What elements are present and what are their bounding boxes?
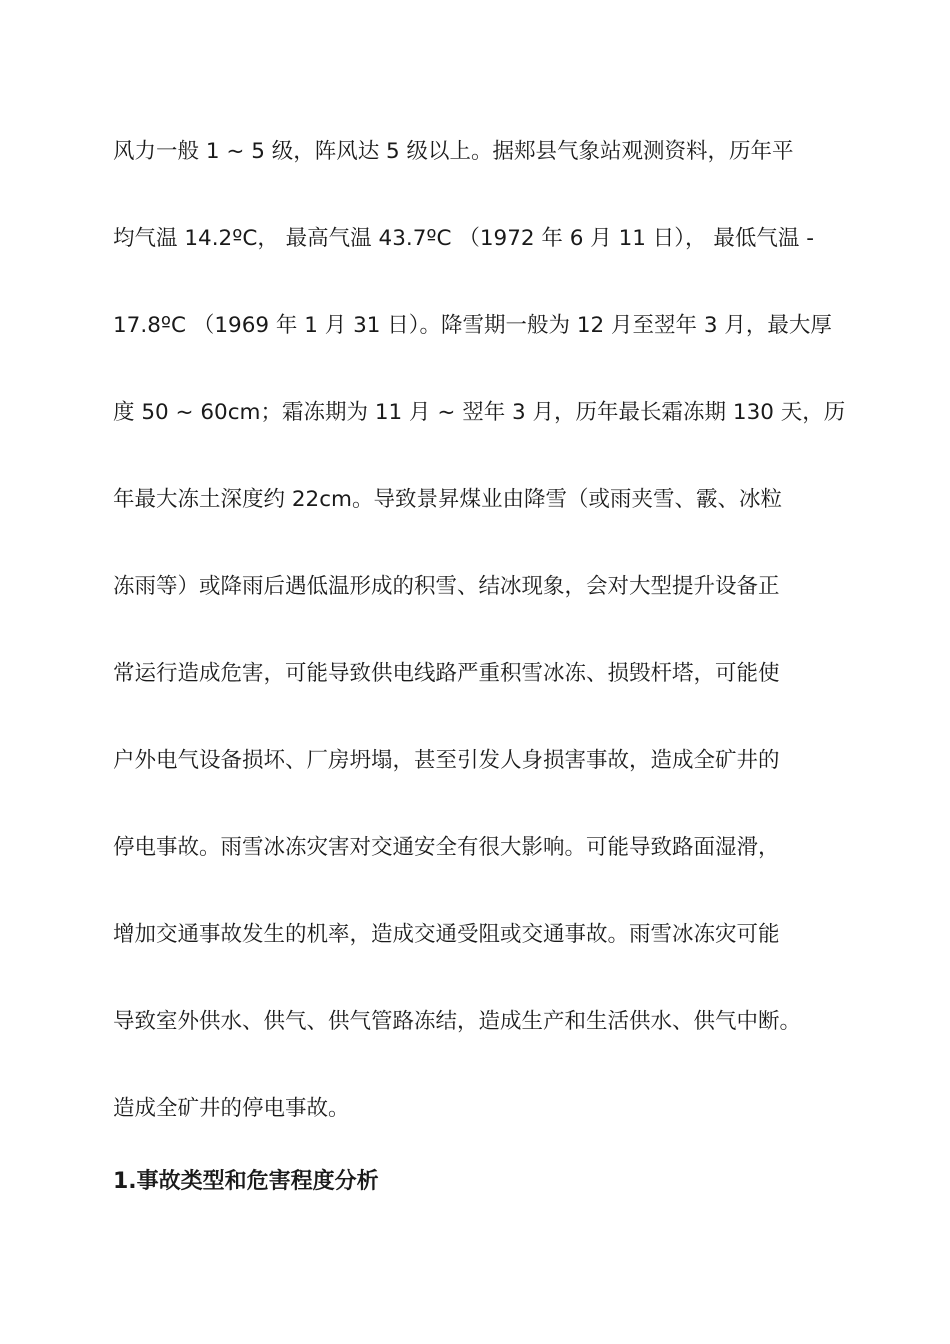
paragraph-line: 导致室外供水、供气、供气管路冻结，造成生产和生活供水、供气中断。 [113,1009,802,1034]
paragraph-line: 风力一般 1 ~ 5 级，阵风达 5 级以上。据郏县气象站观测资料，历年平 [113,139,794,164]
paragraph-line: 停电事故。雨雪冰冻灾害对交通安全有很大影响。可能导致路面湿滑， [113,835,780,860]
paragraph-line: 常运行造成危害，可能导致供电线路严重积雪冰冻、损毁杆塔，可能使 [113,661,780,686]
paragraph-line: 年最大冻土深度约 22cm。导致景昇煤业由降雪（或雨夹雪、霰、冰粒 [113,487,782,512]
paragraph-line: 度 50 ~ 60cm；霜冻期为 11 月 ~ 翌年 3 月，历年最长霜冻期 130 天，历 [113,400,846,425]
paragraph-line: 造成全矿井的停电事故。 [113,1096,350,1121]
paragraph-line: 冻雨等）或降雨后遇低温形成的积雪、结冰现象，会对大型提升设备正 [113,574,780,599]
paragraph-line: 17.8ºC （1969 年 1 月 31 日）。降雪期一般为 12 月至翌年 3 月，最大厚 [113,313,832,338]
paragraph-line: 增加交通事故发生的机率，造成交通受阻或交通事故。雨雪冰冻灾可能 [113,922,780,947]
section-heading: 1.事故类型和危害程度分析 [113,1169,379,1194]
paragraph-line: 户外电气设备损坏、厂房坍塌，甚至引发人身损害事故，造成全矿井的 [113,748,780,773]
paragraph-line: 均气温 14.2ºC， 最高气温 43.7ºC （1972 年 6 月 11 日）， 最低气温 - [113,226,814,251]
